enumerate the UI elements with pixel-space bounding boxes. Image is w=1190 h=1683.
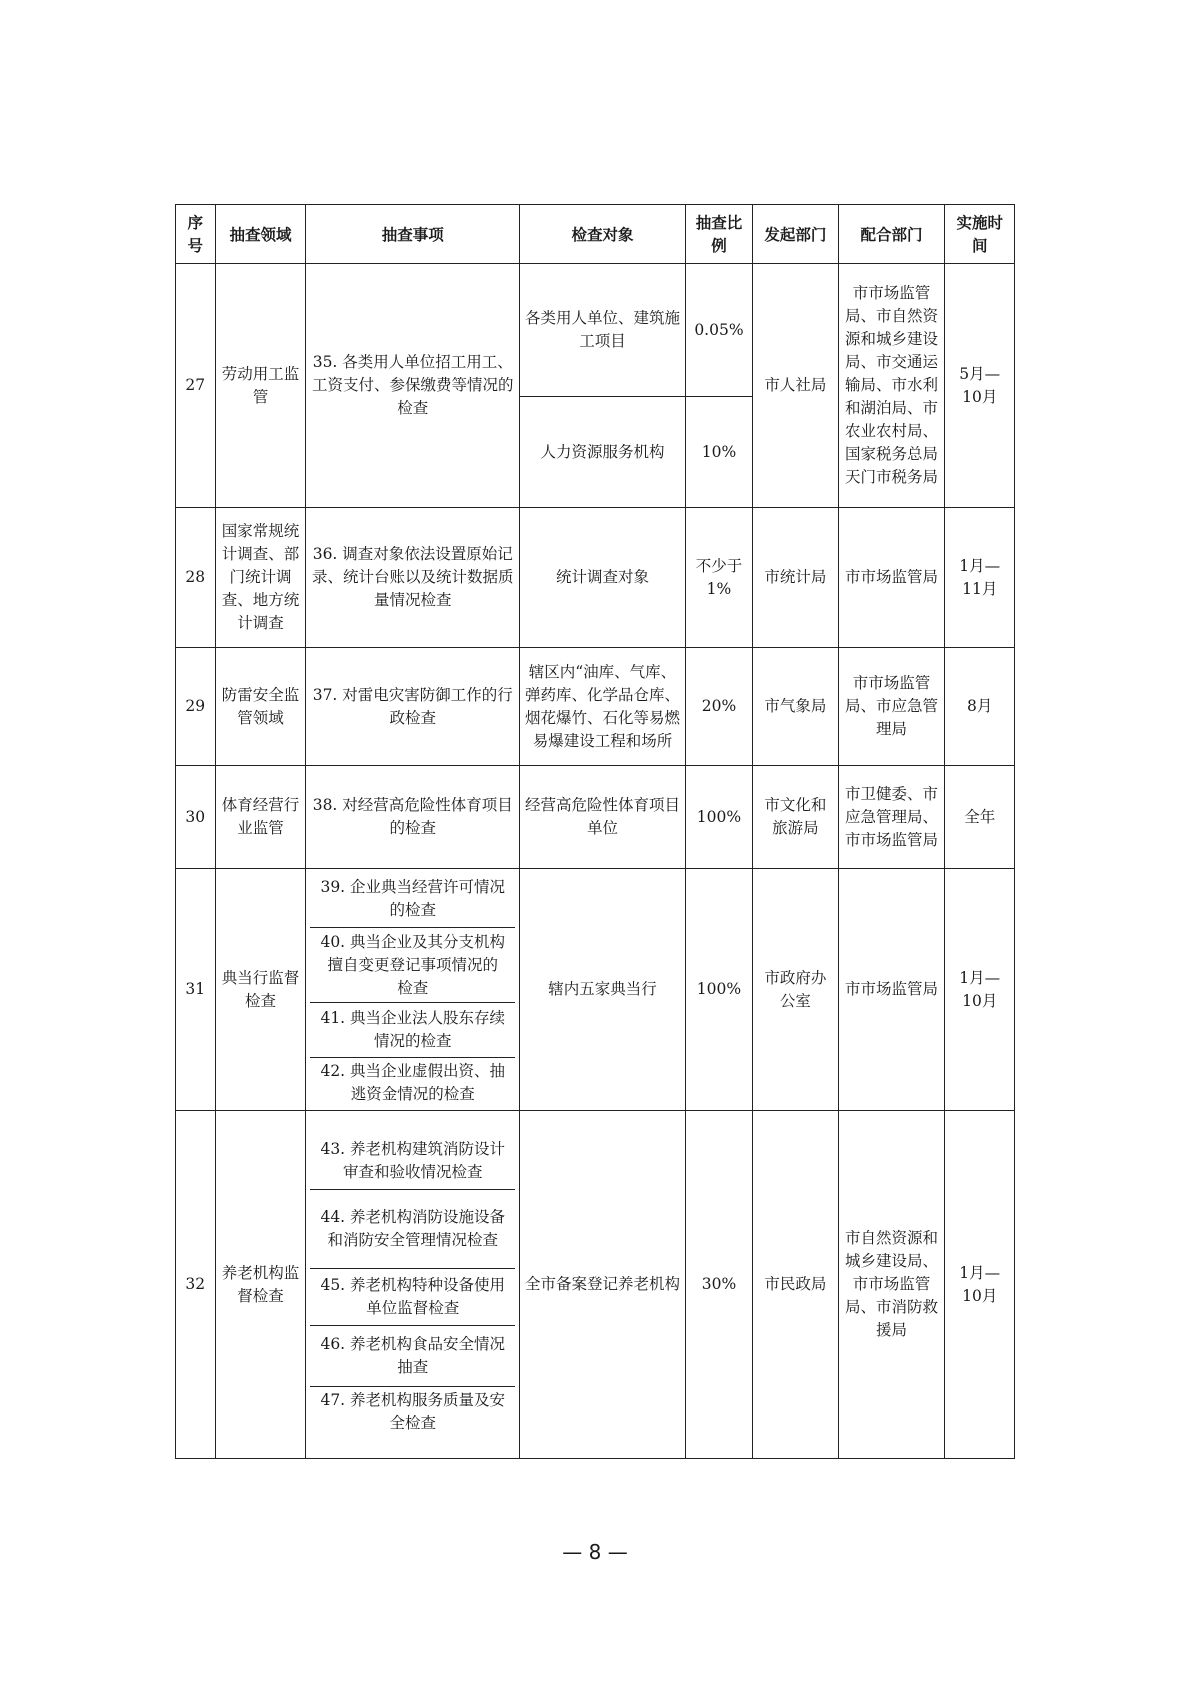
row-ratio: 0.05% xyxy=(685,264,752,397)
row-field: 典当行监督检查 xyxy=(215,869,306,1111)
table-row xyxy=(176,508,1015,648)
row-cooperators: 市卫健委、市应急管理局、市市场监管局 xyxy=(838,766,945,869)
row-target: 经营高危险性体育项目单位 xyxy=(520,766,686,869)
row-initiator: 市民政局 xyxy=(753,1111,839,1459)
row-time: 1月—11月 xyxy=(945,508,1015,648)
header-row xyxy=(176,205,1015,264)
row-ratio: 100% xyxy=(685,766,752,869)
row-target: 辖区内“油库、气库、弹药库、化学品仓库、烟花爆竹、石化等易燃易爆建设工程和场所 xyxy=(520,648,686,766)
row-time: 5月—10月 xyxy=(945,264,1015,508)
row-time: 全年 xyxy=(945,766,1015,869)
row-item: 37. 对雷电灾害防御工作的行政检查 xyxy=(306,648,520,766)
inspection-item: 41. 典当企业法人股东存续情况的检查 xyxy=(310,1003,515,1058)
row-time: 8月 xyxy=(945,648,1015,766)
row-cooperators: 市市场监管局 xyxy=(838,508,945,648)
header-ratio: 抽查比例 xyxy=(685,205,752,264)
inspection-item: 46. 养老机构食品安全情况抽查 xyxy=(310,1326,515,1387)
inspection-table xyxy=(175,204,1015,1459)
row-initiator: 市人社局 xyxy=(753,264,839,508)
table-row xyxy=(176,1111,1015,1459)
row-initiator: 市文化和旅游局 xyxy=(753,766,839,869)
row-time: 1月—10月 xyxy=(945,869,1015,1111)
row-time: 1月—10月 xyxy=(945,1111,1015,1459)
table-row xyxy=(176,766,1015,869)
header-cooperators: 配合部门 xyxy=(838,205,945,264)
row-field: 体育经营行业监管 xyxy=(215,766,306,869)
page-number: — 8 — xyxy=(562,1540,628,1564)
inspection-item: 39. 企业典当经营许可情况的检查 xyxy=(310,871,515,928)
row-target: 统计调查对象 xyxy=(520,508,686,648)
row-items xyxy=(306,1111,520,1459)
table-row xyxy=(176,869,1015,1111)
header-no: 序号 xyxy=(176,205,216,264)
row-cooperators: 市市场监管局、市自然资源和城乡建设局、市交通运输局、市水利和湖泊局、市农业农村局、国家税务总局天门市税务局 xyxy=(838,264,945,508)
row-item: 35. 各类用人单位招工用工、工资支付、参保缴费等情况的检查 xyxy=(306,264,520,508)
row-target: 各类用人单位、建筑施工项目 xyxy=(520,264,686,397)
row-initiator: 市气象局 xyxy=(753,648,839,766)
row-cooperators: 市市场监管局、市应急管理局 xyxy=(838,648,945,766)
inspection-item: 40. 典当企业及其分支机构擅自变更登记事项情况的检查 xyxy=(310,928,515,1003)
row-no: 27 xyxy=(176,264,216,508)
row-field: 国家常规统计调查、部门统计调查、地方统计调查 xyxy=(215,508,306,648)
row-no: 32 xyxy=(176,1111,216,1459)
row-target: 全市备案登记养老机构 xyxy=(520,1111,686,1459)
row-target: 人力资源服务机构 xyxy=(520,397,686,508)
row-initiator: 市政府办公室 xyxy=(753,869,839,1111)
row-no: 29 xyxy=(176,648,216,766)
header-time: 实施时间 xyxy=(945,205,1015,264)
row-item: 38. 对经营高危险性体育项目的检查 xyxy=(306,766,520,869)
inspection-item: 44. 养老机构消防设施设备和消防安全管理情况检查 xyxy=(310,1190,515,1269)
inspection-item: 42. 典当企业虚假出资、抽逃资金情况的检查 xyxy=(320,1062,506,1103)
row-target: 辖内五家典当行 xyxy=(520,869,686,1111)
row-item: 36. 调查对象依法设置原始记录、统计台账以及统计数据质量情况检查 xyxy=(306,508,520,648)
header-initiator: 发起部门 xyxy=(753,205,839,264)
row-no: 30 xyxy=(176,766,216,869)
inspection-item: 47. 养老机构服务质量及安全检查 xyxy=(320,1390,506,1432)
table-row xyxy=(176,264,1015,397)
table-row xyxy=(176,648,1015,766)
row-ratio: 不少于1% xyxy=(685,508,752,648)
row-ratio: 10% xyxy=(685,397,752,508)
inspection-item: 43. 养老机构建筑消防设计审查和验收情况检查 xyxy=(310,1133,515,1190)
row-ratio: 20% xyxy=(685,648,752,766)
row-field: 劳动用工监管 xyxy=(215,264,306,508)
row-items xyxy=(306,869,520,1111)
row-field: 防雷安全监管领域 xyxy=(215,648,306,766)
row-cooperators: 市自然资源和城乡建设局、市市场监管局、市消防救援局 xyxy=(838,1111,945,1459)
row-ratio: 100% xyxy=(685,869,752,1111)
header-items: 抽查事项 xyxy=(306,205,520,264)
header-field: 抽查领域 xyxy=(215,205,306,264)
header-target: 检查对象 xyxy=(520,205,686,264)
row-cooperators: 市市场监管局 xyxy=(838,869,945,1111)
row-ratio: 30% xyxy=(685,1111,752,1459)
row-no: 28 xyxy=(176,508,216,648)
row-field: 养老机构监督检查 xyxy=(215,1111,306,1459)
row-initiator: 市统计局 xyxy=(753,508,839,648)
row-no: 31 xyxy=(176,869,216,1111)
inspection-item: 45. 养老机构特种设备使用单位监督检查 xyxy=(310,1269,515,1326)
